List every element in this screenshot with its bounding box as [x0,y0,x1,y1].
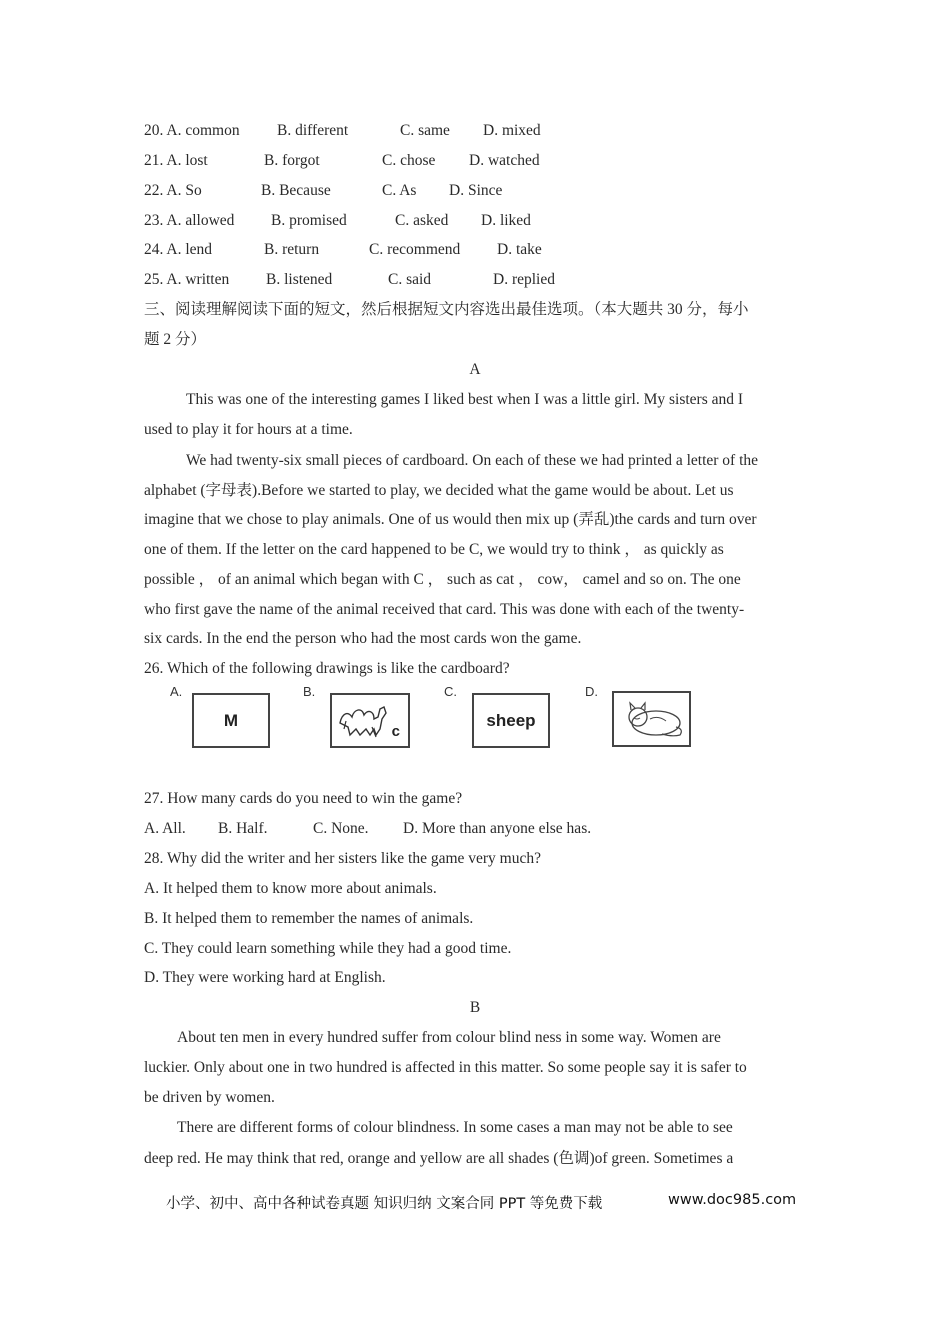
sleeping-cat-icon [614,693,689,745]
option-c: C. chose [382,152,436,169]
section-heading: 三、阅读理解阅读下面的短文，然后根据短文内容选出最佳选项。（本大题共 30 分，每小 [144,301,749,318]
option-a: A. It helped them to know more about animals. [144,880,437,897]
paragraph-line: About ten men in every hundred suffer from colour blind ness in some way. Women are [177,1029,721,1046]
option-d: D. replied [493,271,555,288]
card-text: c [391,723,400,740]
card-drawing-d [612,691,691,747]
option-c: C. asked [395,212,449,229]
paragraph-line: We had twenty-six small pieces of cardboard. On each of these we had printed a letter of the [186,452,759,469]
option-d: D. They were working hard at English. [144,969,386,986]
choice-letter: D. [585,684,598,699]
option-c: C. As [382,182,417,199]
option-d: D. take [497,241,542,258]
option-b: B. forgot [264,152,320,169]
paragraph-line: possible ， of an animal which began with C ， such as cat ， cow， camel and so on. The one [144,571,741,588]
option-a: 21. A. lost [144,152,208,169]
paragraph-line: be driven by women. [144,1089,275,1106]
option-c: C. They could learn something while they had a good time. [144,940,512,957]
option-d: D. More than anyone else has. [403,820,592,837]
paragraph-line: This was one of the interesting games I liked best when I was a little girl. My sisters and I [186,391,744,408]
card-text: sheep [486,710,536,730]
paragraph-line: used to play it for hours at a time. [144,421,353,438]
option-d: D. mixed [483,122,541,139]
option-a: 25. A. written [144,271,230,288]
card-drawing-a [192,693,270,748]
paragraph-line: deep red. He may think that red, orange and yellow are all shades (色调)of green. Sometimes a [144,1150,734,1167]
footer-text: 小学、初中、高中各种试卷真题 知识归纳 文案合同 PPT 等免费下载 [166,1196,603,1212]
option-a: A. All. [144,820,186,837]
option-d: D. Since [449,182,503,199]
paragraph-line: who first gave the name of the animal received that card. This was done with each of the twenty- [144,601,745,618]
option-b: B. It helped them to remember the names of animals. [144,910,474,927]
option-b: B. return [264,241,320,258]
option-a: 20. A. common [144,122,240,139]
question-28: 28. Why did the writer and her sisters like the game very much? [144,850,541,867]
card-drawing-b [330,693,410,748]
paragraph-line: alphabet (字母表).Before we started to play, we decided what the game would be about. Let us [144,482,734,499]
option-b: B. promised [271,212,347,229]
option-b: B. Half. [218,820,268,837]
paragraph-line: luckier. Only about one in two hundred is affected in this matter. So some people say it is safer to [144,1059,747,1076]
paragraph-line: imagine that we chose to play animals. One of us would then mix up (弄乱)the cards and turn over [144,511,757,528]
option-b: B. listened [266,271,333,288]
option-d: D. watched [469,152,540,169]
option-a: 24. A. lend [144,241,213,258]
option-c: C. said [388,271,432,288]
paragraph-line: one of them. If the letter on the card happened to be C, we would try to think ， as quickly as [144,541,724,558]
option-a: 22. A. So [144,182,202,199]
option-b: B. Because [261,182,331,199]
option-c: C. recommend [369,241,461,258]
paragraph-line: six cards. In the end the person who had the most cards won the game. [144,630,582,647]
paragraph-line: There are different forms of colour blindness. In some cases a man may not be able to see [177,1119,733,1136]
option-c: C. same [400,122,450,139]
option-c: C. None. [313,820,369,837]
option-a: 23. A. allowed [144,212,235,229]
passage-a-label: A [469,361,481,378]
question-27: 27. How many cards do you need to win the game? [144,790,463,807]
passage-b-label: B [469,999,481,1016]
option-d: D. liked [481,212,531,229]
choice-letter: A. [170,684,183,699]
choice-letter: C. [444,684,457,699]
footer-url[interactable]: www.doc985.com [668,1192,797,1208]
section-heading-cont: 题 2 分） [144,331,207,348]
card-text: M [223,710,239,730]
card-drawing-c [472,693,550,748]
choice-letter: B. [303,684,316,699]
question-26: 26. Which of the following drawings is like the cardboard? [144,660,510,677]
option-b: B. different [277,122,349,139]
